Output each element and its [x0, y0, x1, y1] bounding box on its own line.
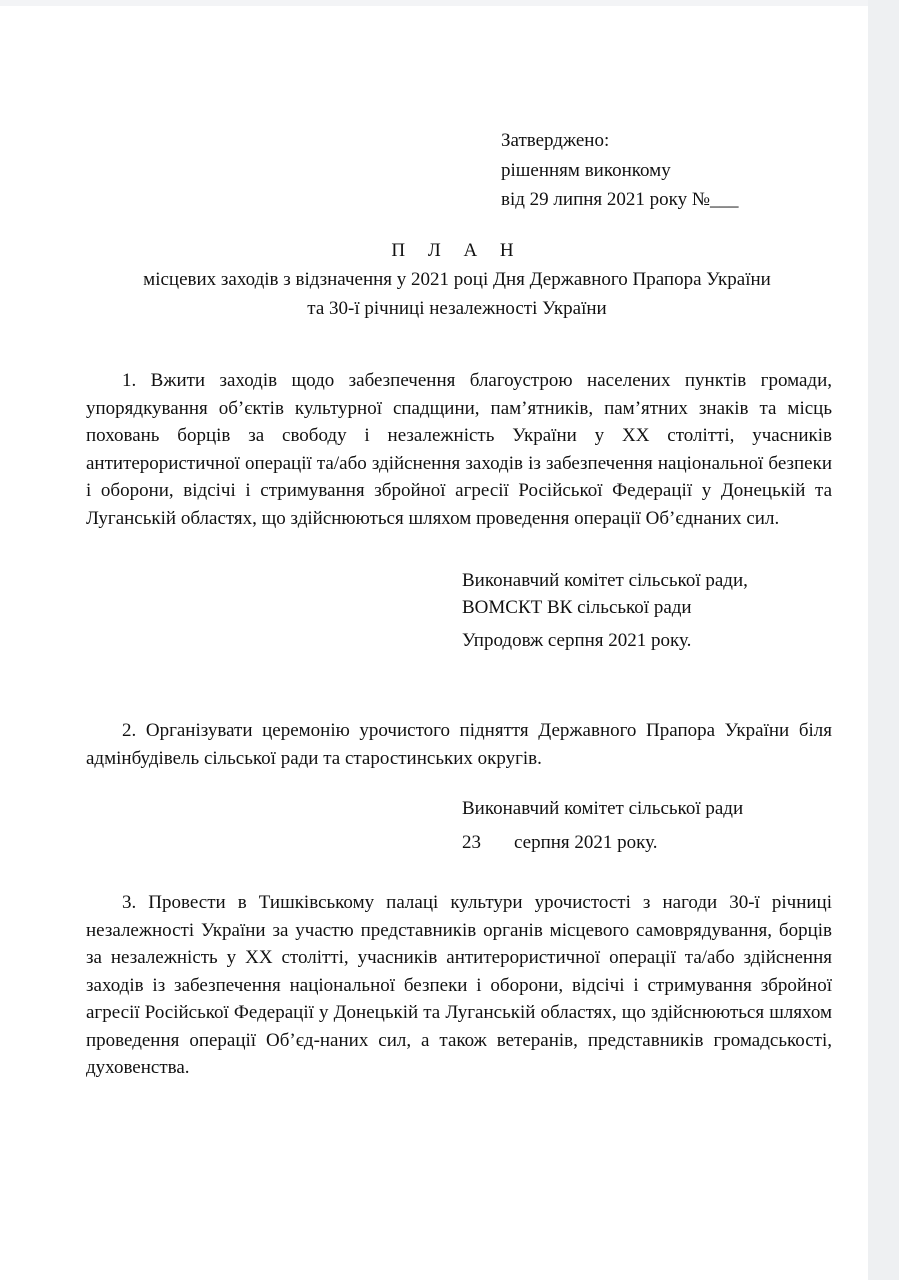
title-line-2: місцевих заходів з відзначення у 2021 році Дня Державного Прапора України: [143, 269, 771, 290]
title-plan: П Л А Н: [391, 240, 523, 261]
document-page: [0, 6, 868, 1280]
item-1-deadline: Упродовж серпня 2021 року.: [462, 630, 692, 651]
item-2-deadline-day: 23: [462, 832, 481, 853]
item-2-deadline-month: серпня 2021 року.: [514, 832, 658, 853]
title-line-3: та 30-ї річниці незалежності України: [307, 298, 607, 319]
item-2-text: 2. Організувати церемонію урочистого підняття Державного Прапора України біля адмінбудівель сільської ради та старостинських округів.: [86, 720, 832, 769]
approval-line-date: від 29 липня 2021 року №___: [501, 189, 739, 210]
item-2-responsible: Виконавчий комітет сільської ради: [462, 798, 744, 819]
right-margin-strip: [868, 0, 899, 1280]
document-title: [0, 236, 899, 323]
approval-line-decision: рішенням виконкому: [501, 159, 671, 181]
item-2-deadline: [462, 829, 657, 857]
item-1-responsible-2: ВОМСКТ ВК сільської ради: [462, 597, 692, 618]
approval-line-approved: Затверджено:: [501, 130, 610, 151]
item-3-text: 3. Провести в Тишківському палаці культури урочистості з нагоди 30-ї річниці незалежності України за участю представників органів місцевого самоврядування, борців за незалежність у ХХ столітті, учасників антитерористичної операції та/або здійснення заходів із забезпечення національної безпеки і оборони, відсічі і стримування збройної агресії Російської Федерації у Донецькій та Луганській областях, що здійснюються шляхом проведення операції Об’єд-наних сил, а також ветеранів, представників громадськості, духовенства.: [86, 892, 832, 1078]
item-1-responsible-1: Виконавчий комітет сільської ради,: [462, 570, 748, 591]
item-1-text: 1. Вжити заходів щодо забезпечення благоустрою населених пунктів громади, упорядкування об’єктів культурної спадщини, пам’ятників, пам’ятних знаків та місць поховань борців за свободу і незалежність України у ХХ столітті, учасників антитерористичної операції та/або здійснення заходів із забезпечення національної безпеки і оборони, відсічі і стримування збройної агресії Російської Федерації у Донецькій та Луганській областях, що здійснюються шляхом проведення операції Об’єднаних сил.: [86, 370, 832, 529]
approval-block: [501, 126, 738, 215]
